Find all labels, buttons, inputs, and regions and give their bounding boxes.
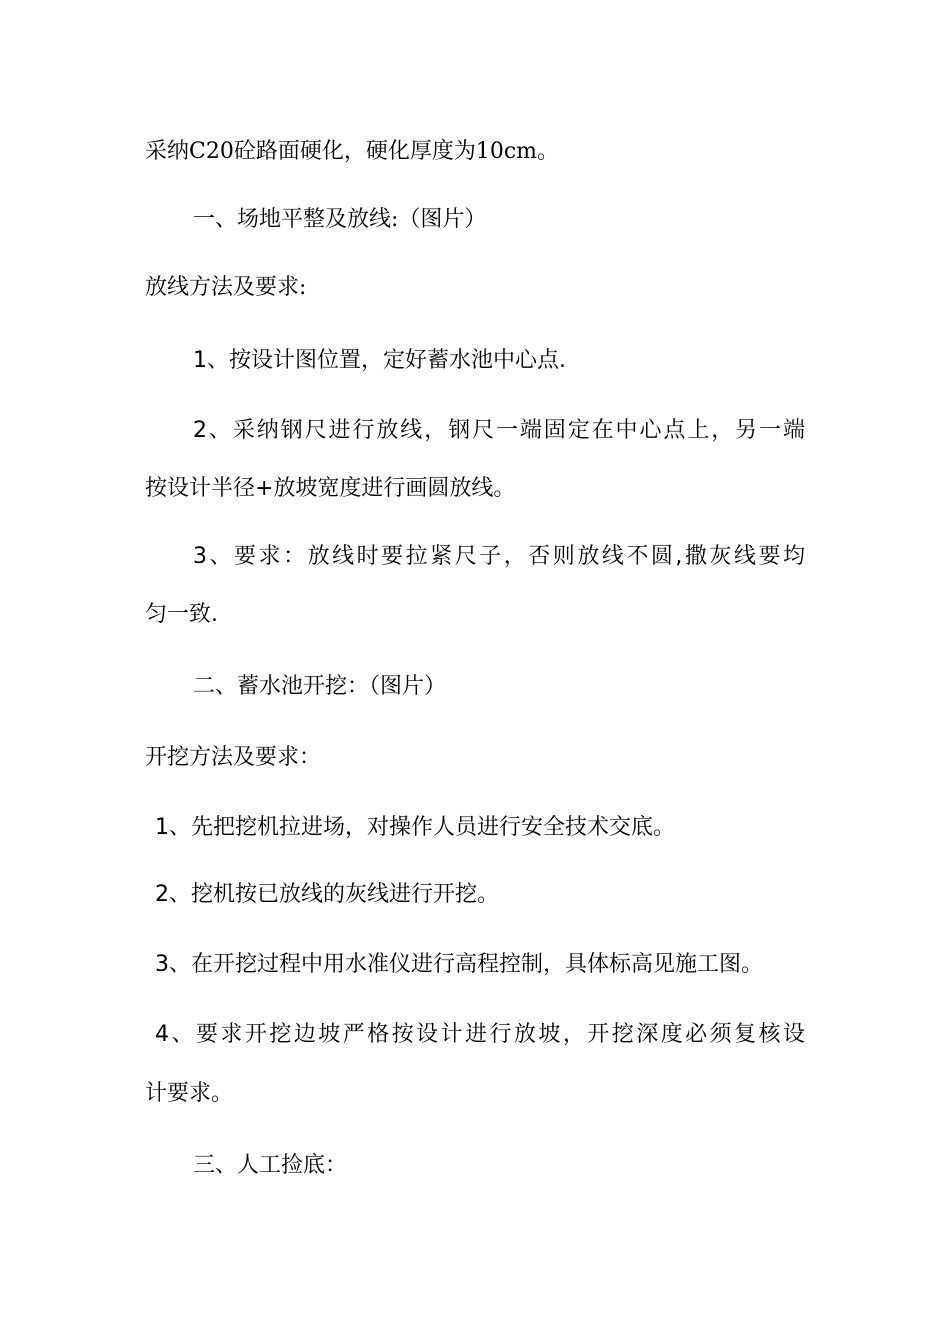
section-heading-2: 二、蓄水池开挖：（图片） (193, 674, 447, 699)
list-item-layout-3-line-2: 匀一致. (145, 602, 218, 627)
list-item-excavation-2: 2、挖机按已放线的灰线进行开挖。 (155, 882, 499, 907)
list-item-excavation-4-line-2: 计要求。 (145, 1081, 234, 1106)
list-item-excavation-1: 1、先把挖机拉进场，对操作人员进行安全技术交底。 (155, 815, 675, 840)
section-heading-3: 三、人工捡底： (193, 1153, 348, 1178)
list-item-layout-2-line-2: 按设计半径+放坡宽度进行画圆放线。 (145, 476, 516, 501)
paragraph-line-1: 采纳C20砼路面硬化，硬化厚度为10cm。 (145, 139, 560, 164)
section-heading-1: 一、场地平整及放线:（图片） (193, 207, 487, 232)
list-item-layout-2-line-1: 2、采纳钢尺进行放线，钢尺一端固定在中心点上，另一端 (193, 418, 805, 443)
list-item-layout-1: 1、按设计图位置，定好蓄水池中心点. (193, 348, 566, 373)
list-item-excavation-3: 3、在开挖过程中用水准仪进行高程控制，具体标高见施工图。 (155, 952, 763, 977)
subheading-excavation-method: 开挖方法及要求： (145, 745, 322, 770)
list-item-excavation-4-line-1: 4、要求开挖边坡严格按设计进行放坡，开挖深度必须复核设 (155, 1022, 805, 1047)
subheading-layout-method: 放线方法及要求: (145, 275, 307, 300)
list-item-layout-3-line-1: 3、要求：放线时要拉紧尺子，否则放线不圆,撒灰线要均 (193, 544, 805, 569)
